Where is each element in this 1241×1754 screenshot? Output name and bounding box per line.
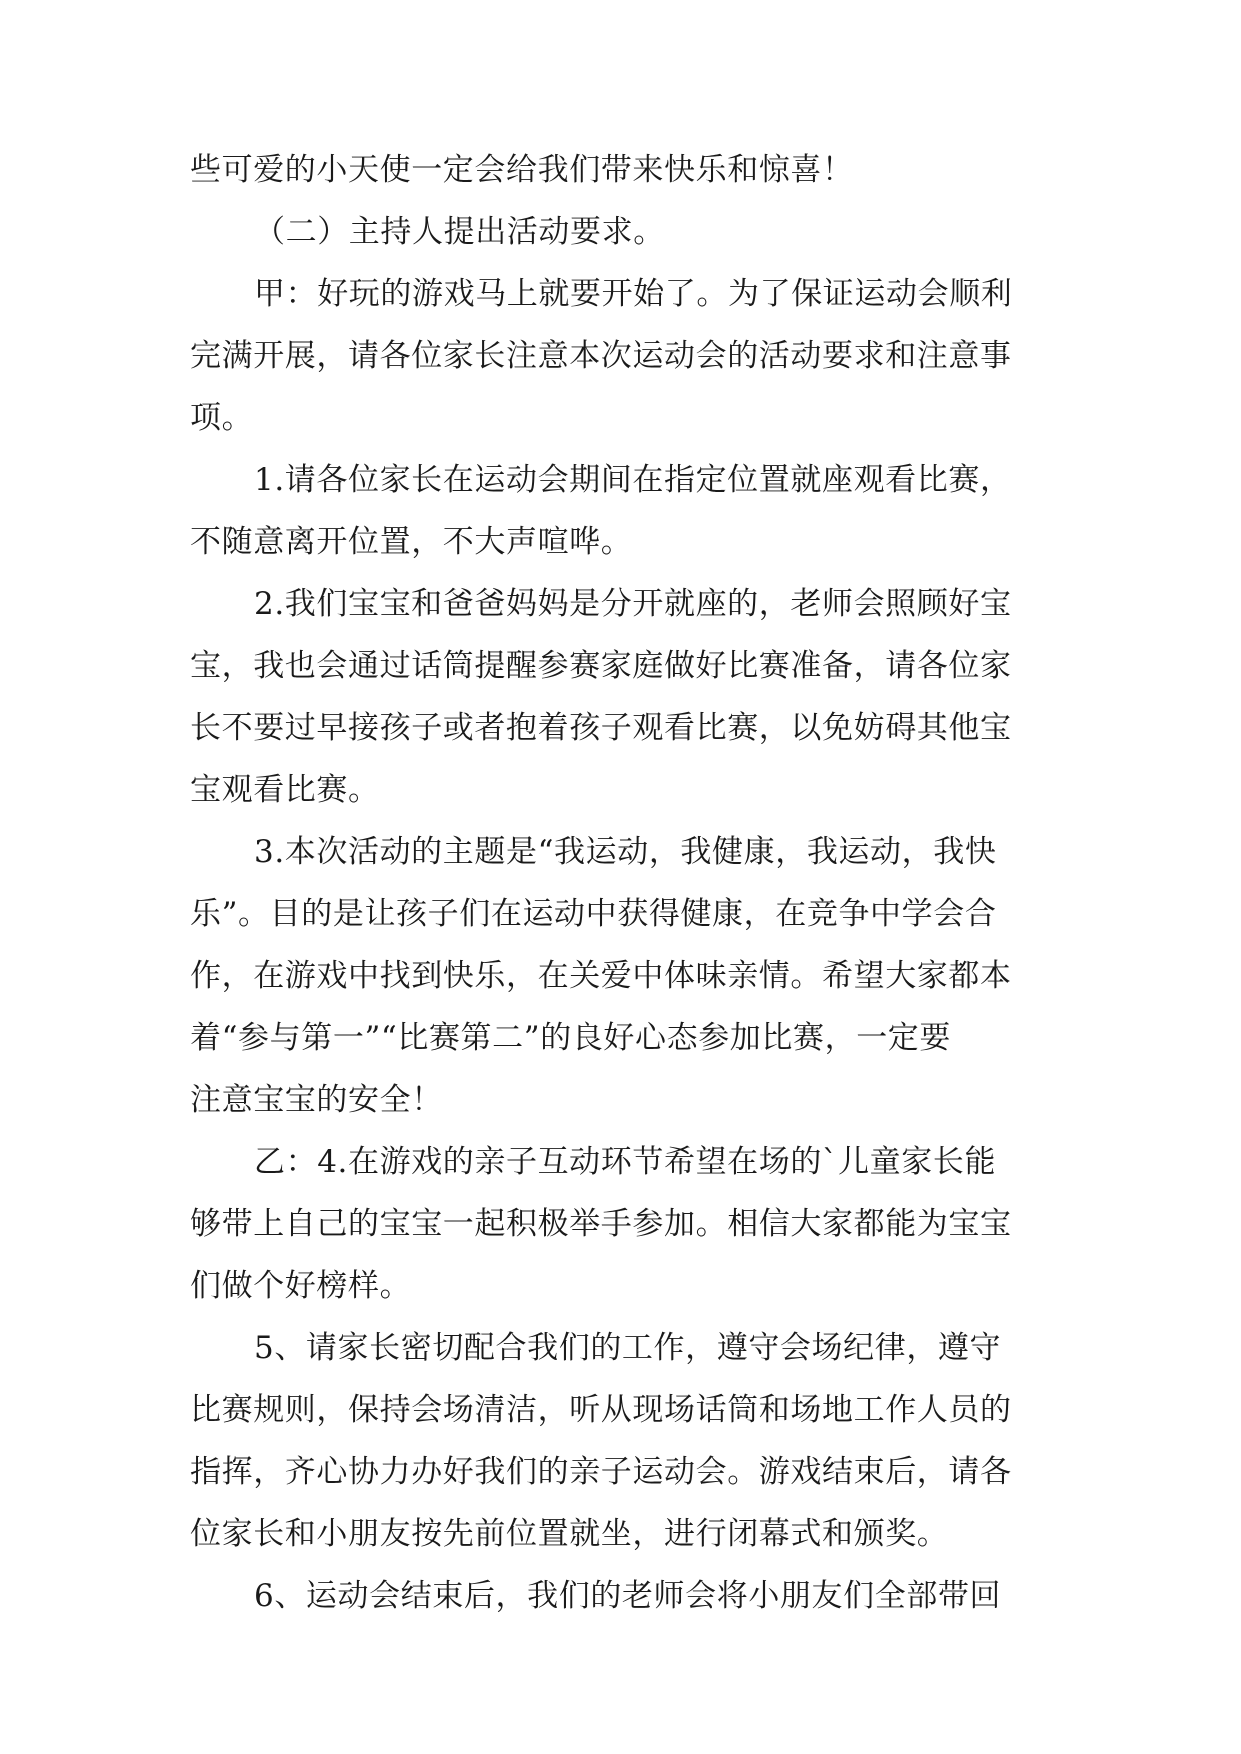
- text-line: 作，在游戏中找到快乐，在关爱中体味亲情。希望大家都本: [190, 958, 1012, 994]
- text-line: 着“参与第一”“比赛第二”的良好心态参加比赛，一定要: [190, 1020, 951, 1056]
- text-line: 3.本次活动的主题是“我运动，我健康，我运动，我快: [254, 834, 997, 870]
- text-line: 6、运动会结束后，我们的老师会将小朋友们全部带回: [254, 1578, 1002, 1614]
- text-line: 2.我们宝宝和爸爸妈妈是分开就座的，老师会照顾好宝: [254, 586, 1012, 622]
- text-line: 1.请各位家长在运动会期间在指定位置就座观看比赛，: [254, 462, 1012, 498]
- text-line: 甲：好玩的游戏马上就要开始了。为了保证运动会顺利: [254, 276, 1013, 312]
- text-line: 些可爱的小天使一定会给我们带来快乐和惊喜！: [190, 152, 854, 188]
- text-line: （二）主持人提出活动要求。: [254, 214, 665, 250]
- text-line: 完满开展，请各位家长注意本次运动会的活动要求和注意事: [190, 338, 1012, 374]
- text-line: 够带上自己的宝宝一起积极举手参加。相信大家都能为宝宝: [190, 1206, 1012, 1242]
- text-line: 宝观看比赛。: [190, 772, 380, 808]
- text-line: 不随意离开位置，不大声喧哗。: [190, 524, 633, 560]
- text-line: 乐”。目的是让孩子们在运动中获得健康，在竞争中学会合: [190, 896, 997, 932]
- text-line: 乙：4.在游戏的亲子互动环节希望在场的`儿童家长能: [254, 1144, 997, 1180]
- text-line: 们做个好榜样。: [190, 1268, 412, 1304]
- text-line: 注意宝宝的安全！: [190, 1082, 443, 1118]
- text-line: 项。: [190, 400, 254, 436]
- text-line: 指挥，齐心协力办好我们的亲子运动会。游戏结束后，请各: [190, 1454, 1012, 1490]
- text-line: 长不要过早接孩子或者抱着孩子观看比赛，以免妨碍其他宝: [190, 710, 1012, 746]
- text-line: 5、请家长密切配合我们的工作，遵守会场纪律，遵守: [254, 1330, 1002, 1366]
- text-line: 位家长和小朋友按先前位置就坐，进行闭幕式和颁奖。: [190, 1516, 949, 1552]
- text-line: 宝，我也会通过话筒提醒参赛家庭做好比赛准备，请各位家: [190, 648, 1012, 684]
- text-line: 比赛规则，保持会场清洁，听从现场话筒和场地工作人员的: [190, 1392, 1012, 1428]
